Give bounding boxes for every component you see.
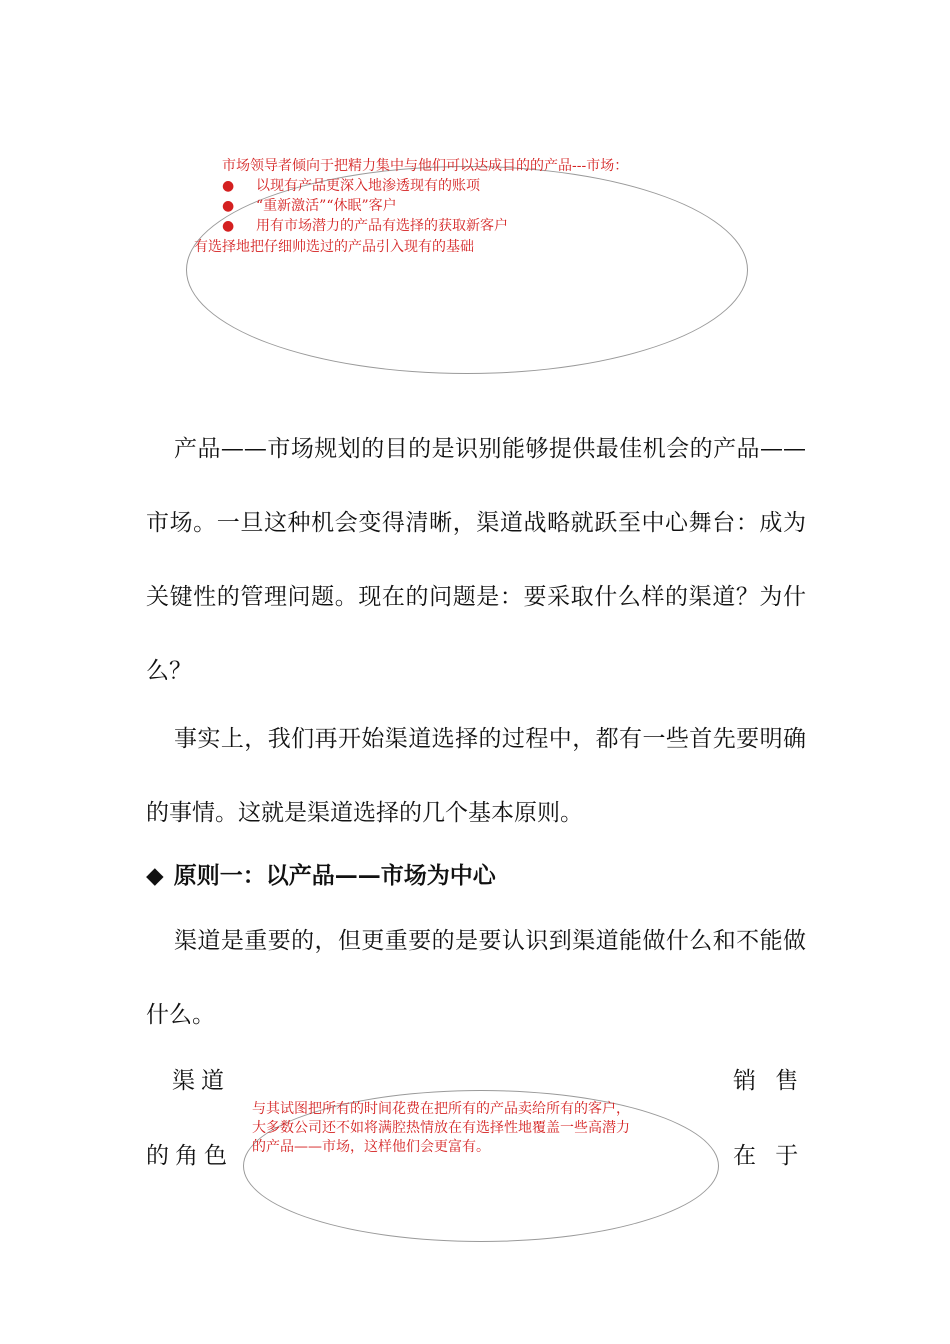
callout-top-tail: 有选择地把仔细帅选过的产品引入现有的基础 — [194, 239, 474, 255]
callout-top-bullet-2 — [222, 196, 397, 216]
callout-top-bullet-text: 用有市场潜力的产品有选择的获取新客户 — [256, 218, 508, 234]
paragraph-2: 事实上，我们再开始渠道选择的过程中，都有一些首先要明确的事情。这就是渠道选择的几个基本原则。 — [146, 726, 806, 826]
split-line-left-top: 渠道 — [172, 1068, 230, 1094]
paragraph-3: 渠道是重要的，但更重要的是要认识到渠道能做什么和不能做什么。 — [146, 928, 806, 1028]
bullet-dot-icon: ● — [222, 218, 235, 234]
split-line-right-top: 销 售 — [733, 1068, 805, 1094]
callout-bottom-line-1: 与其试图把所有的时间花费在把所有的产品卖给所有的客户， — [252, 1101, 630, 1117]
callout-top-bullet-3 — [222, 216, 508, 236]
callout-bottom-line-3: 的产品——市场，这样他们会更富有。 — [252, 1139, 490, 1155]
callout-bottom-line-2: 大多数公司还不如将满腔热情放在有选择性地覆盖一些高潜力 — [252, 1120, 630, 1136]
bullet-dot-icon: ● — [222, 178, 235, 194]
diamond-icon: ◆ — [146, 862, 164, 889]
bullet-dot-icon: ● — [222, 198, 235, 214]
callout-top-bullet-1 — [222, 176, 480, 196]
section-heading-text: 原则一：以产品——市场为中心 — [173, 862, 496, 889]
callout-top-bullet-text: “重新激活”“休眠”客户 — [256, 198, 397, 214]
section-heading — [146, 854, 496, 898]
split-line-right-bottom: 在 于 — [733, 1143, 805, 1169]
paragraph-1: 产品——市场规划的目的是识别能够提供最佳机会的产品——市场。一旦这种机会变得清晰，渠道战略就跃至中心舞台：成为关键性的管理问题。现在的问题是：要采取什么样的渠道？为什么？ — [146, 436, 806, 684]
callout-top-bullet-text: 以现有产品更深入地渗透现有的账项 — [256, 178, 480, 194]
callout-top-title: 市场领导者倾向于把精力集中与他们可以达成目的的产品---市场： — [222, 158, 629, 174]
split-line-left-bottom: 的角色 — [146, 1143, 233, 1169]
